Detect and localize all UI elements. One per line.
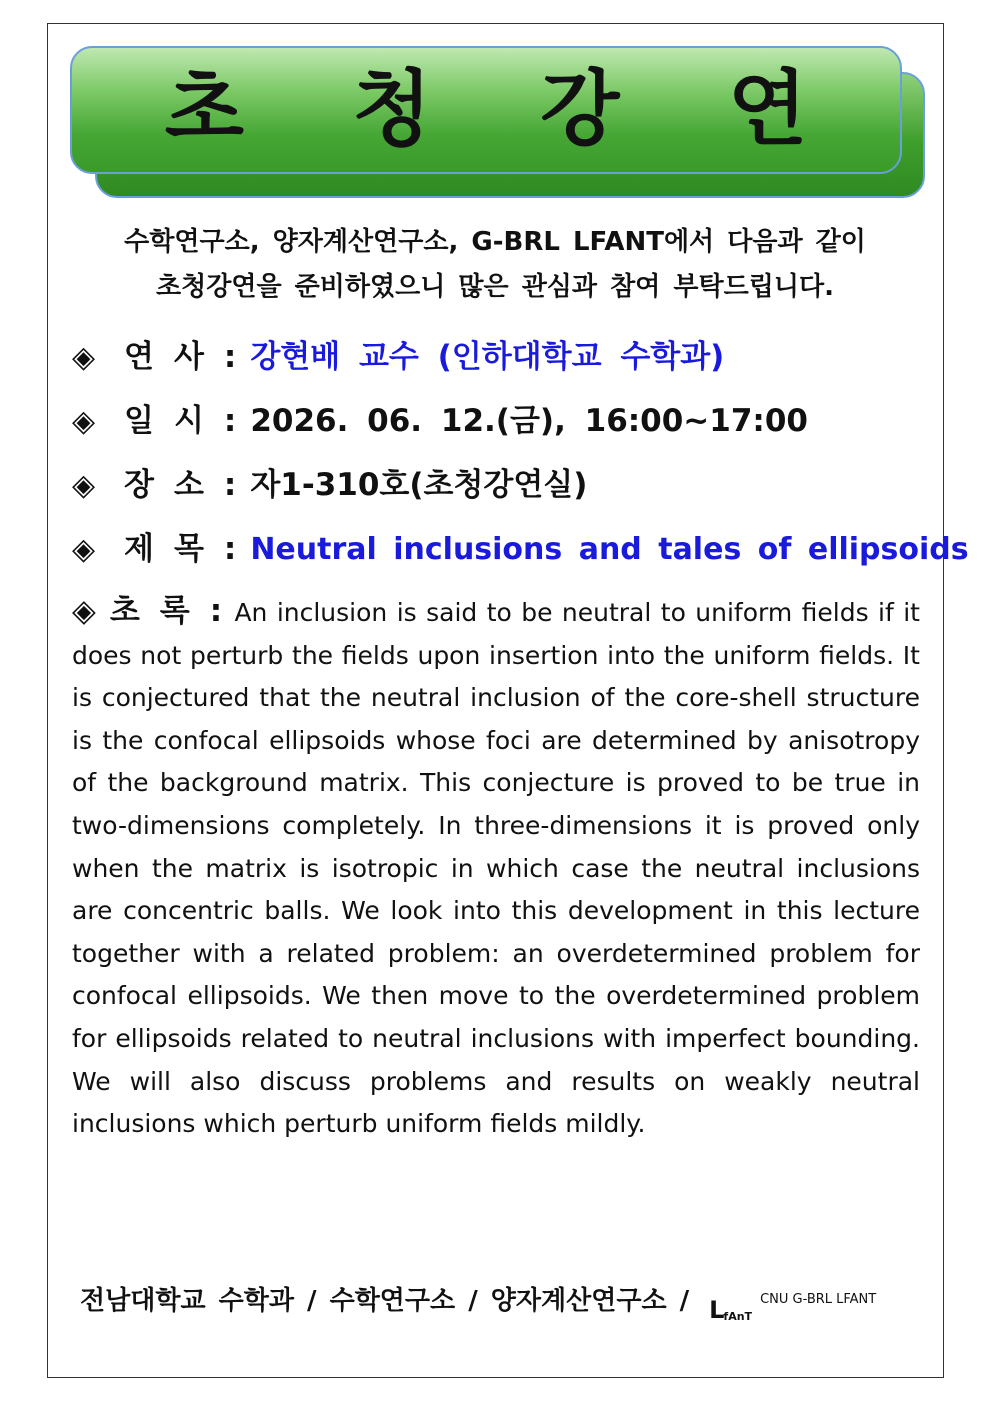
abstract-label: 초록 [109, 593, 210, 629]
title-banner [70, 46, 902, 174]
diamond-bullet-icon: ◈ [72, 532, 96, 567]
colon: : [223, 531, 237, 567]
logo-caption: CNU G-BRL LFANT [760, 1292, 877, 1307]
colon: : [209, 593, 235, 629]
intro-text [70, 220, 920, 310]
abstract-text: An inclusion is said to be neutral to uniform fields if it does not perturb the fields upon insertion into the uniform fields. It is conjectured that the neutral inclusion of the core-shell structure is the confocal ellipsoids whose foci are determined by anisotropy of the background matrix. This conjecture is proved to be true in two-dimensions completely. In three-dimensions it is proved only when the matrix is isotropic in which case the neutral inclusions are concentric balls. We look into this development in this lecture together with a related problem: an overdetermined problem for confocal ellipsoids. We then move to the overdetermined problem for ellipsoids related to neutral inclusions with imperfect bounding. We will also discuss problems and results on weakly neutral inclusions which perturb uniform fields mildly. [72, 598, 920, 1139]
speaker-row [72, 337, 932, 378]
abstract-heading [72, 593, 234, 629]
topic-row [72, 529, 969, 570]
speaker-value: 강현배 교수 (인하대학교 수학과) [250, 339, 725, 375]
colon: : [223, 467, 237, 503]
datetime-label: 일시 [124, 403, 224, 439]
page-title: 초 청 강 연 [164, 62, 848, 157]
diamond-bullet-icon: ◈ [72, 593, 96, 629]
diamond-bullet-icon: ◈ [72, 468, 96, 503]
abstract-section [72, 590, 920, 1146]
topic-label: 제목 [124, 531, 224, 567]
place-value: 자1-310호(초청강연실) [250, 467, 588, 503]
speaker-label: 연사 [124, 339, 224, 375]
topic-value: Neutral inclusions and tales of ellipsoids [250, 532, 969, 567]
place-label: 장소 [124, 467, 224, 503]
intro-line-2: 초청강연을 준비하였으니 많은 관심과 참여 부탁드립니다. [156, 272, 834, 302]
logo-main-letter: L [709, 1296, 724, 1324]
intro-line-1: 수학연구소, 양자계산연구소, G-BRL LFANT에서 다음과 같이 [124, 227, 866, 257]
colon: : [223, 403, 237, 439]
place-row [72, 465, 932, 506]
colon: : [223, 339, 237, 375]
footer [80, 1280, 930, 1322]
logo-small-text: fAnT [723, 1310, 753, 1323]
lfant-logo [709, 1280, 876, 1322]
datetime-value: 2026. 06. 12.(금), 16:00~17:00 [250, 403, 808, 439]
diamond-bullet-icon: ◈ [72, 340, 96, 375]
footer-departments: 전남대학교 수학과 / 수학연구소 / 양자계산연구소 / [80, 1286, 690, 1316]
diamond-bullet-icon: ◈ [72, 404, 96, 439]
datetime-row [72, 401, 932, 442]
